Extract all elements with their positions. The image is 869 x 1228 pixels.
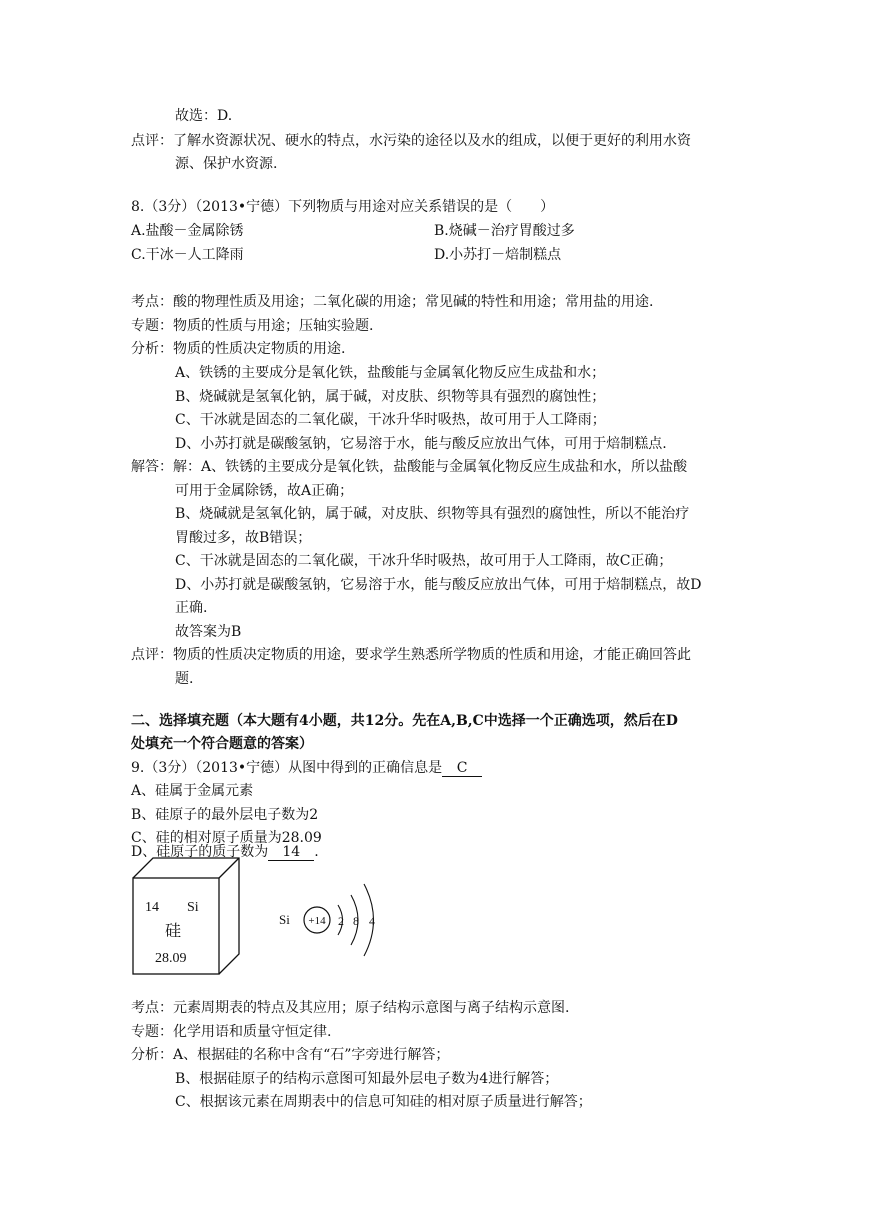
atomic-mass: 28.09 — [155, 951, 187, 966]
q8-jieda-d1: D、小苏打就是碳酸氢钠，它易溶于水，能与酸反应放出气体，可用于焙制糕点，故D — [175, 577, 702, 593]
q8-stem: 8.（3分）（2013•宁德）下列物质与用途对应关系错误的是（ ） — [131, 199, 555, 215]
q9-kaodian: 考点：元素周期表的特点及其应用；原子结构示意图与离子结构示意图. — [131, 1000, 570, 1016]
q8-option-c: C.干冰－人工降雨 — [131, 247, 244, 263]
q9-fenxi-a: 分析：A、根据硅的名称中含有“石”字旁进行解答； — [131, 1047, 450, 1063]
prev-comment-line2: 源、保护水资源. — [175, 156, 278, 172]
q9-option-b: B、硅原子的最外层电子数为2 — [131, 807, 319, 823]
q8-fenxi-d: D、小苏打就是碳酸氢钠，它易溶于水，能与酸反应放出气体，可用于焙制糕点. — [175, 436, 667, 452]
q8-jieda-b2: 胃酸过多，故B错误； — [175, 530, 312, 546]
q8-zhuanti: 专题：物质的性质与用途；压轴实验题. — [131, 318, 374, 334]
q8-comment-line2: 题. — [175, 671, 194, 687]
q8-jieda-d2: 正确. — [175, 600, 208, 616]
section2-title-line1: 二、选择填充题（本大题有4小题，共12分。先在A,B,C中选择一个正确选项，然后在D — [131, 713, 678, 729]
q8-fenxi-b: B、烧碱就是氢氧化钠，属于碱，对皮肤、织物等具有强烈的腐蚀性； — [175, 389, 606, 405]
q9-zhuanti: 专题：化学用语和质量守恒定律. — [131, 1024, 332, 1040]
element-cell — [133, 858, 239, 974]
silicon-figure — [131, 856, 391, 978]
q8-jieda-a1: 解答：解：A、铁锈的主要成分是氧化铁，盐酸能与金属氧化物反应生成盐和水，所以盐酸 — [131, 459, 688, 475]
element-name: 硅 — [165, 923, 182, 940]
q9-option-a: A、硅属于金属元素 — [131, 783, 254, 799]
q8-option-a: A.盐酸－金属除锈 — [131, 223, 244, 239]
shell-1-electrons: 2 — [338, 914, 344, 928]
prev-comment-line1: 点评：了解水资源状况、硬水的特点，水污染的途径以及水的组成，以便于更好的利用水资 — [131, 133, 691, 149]
q8-jieda-b1: B、烧碱就是氢氧化钠，属于碱，对皮肤、织物等具有强烈的腐蚀性，所以不能治疗 — [175, 506, 690, 522]
atom-symbol: Si — [279, 912, 290, 927]
atomic-number: 14 — [145, 900, 159, 915]
q8-fenxi-c: C、干冰就是固态的二氧化碳，干冰升华时吸热，故可用于人工降雨； — [175, 412, 606, 428]
q8-option-d: D.小苏打－焙制糕点 — [434, 247, 562, 263]
q8-answer: 故答案为B — [175, 624, 242, 640]
q8-jieda-a2: 可用于金属除锈，故A正确； — [175, 483, 354, 499]
nucleus-charge: +14 — [308, 915, 326, 927]
q9-stem-line — [131, 759, 482, 777]
q8-fenxi: 分析：物质的性质决定物质的用途. — [131, 341, 346, 357]
q9-option-d-period: . — [314, 844, 319, 860]
element-symbol: Si — [187, 900, 199, 915]
q9-stem: 9.（3分）（2013•宁德）从图中得到的正确信息是 — [131, 760, 443, 776]
q8-comment-line1: 点评：物质的性质决定物质的用途，要求学生熟悉所学物质的性质和用途，才能正确回答此 — [131, 647, 691, 663]
q8-jieda-c: C、干冰就是固态的二氧化碳，干冰升华时吸热，故可用于人工降雨，故C正确； — [175, 553, 673, 569]
atom-structure-diagram — [279, 884, 375, 956]
q8-option-b: B.烧碱－治疗胃酸过多 — [434, 223, 575, 239]
q9-fenxi-b: B、根据硅原子的结构示意图可知最外层电子数为4进行解答； — [175, 1071, 559, 1087]
q9-option-d-text: D、硅原子的质子数为 — [131, 844, 269, 860]
prev-answer: 故选：D. — [175, 108, 233, 124]
section2-title-line2: 处填充一个符合题意的答案） — [131, 736, 313, 752]
shell-3-electrons: 4 — [369, 914, 375, 928]
q9-fenxi-c: C、根据该元素在周期表中的信息可知硅的相对原子质量进行解答； — [175, 1094, 592, 1110]
q9-option-c: C、硅的相对原子质量为28.09 — [131, 830, 322, 846]
shell-2-electrons: 8 — [353, 914, 359, 928]
q8-fenxi-a: A、铁锈的主要成分是氧化铁，盐酸能与金属氧化物反应生成盐和水； — [175, 365, 606, 381]
q9-option-d-blank: 14 — [268, 844, 314, 861]
q8-kaodian: 考点：酸的物理性质及用途；二氧化碳的用途；常见碱的特性和用途；常用盐的用途. — [131, 294, 654, 310]
q9-answer-blank: C — [442, 760, 482, 777]
